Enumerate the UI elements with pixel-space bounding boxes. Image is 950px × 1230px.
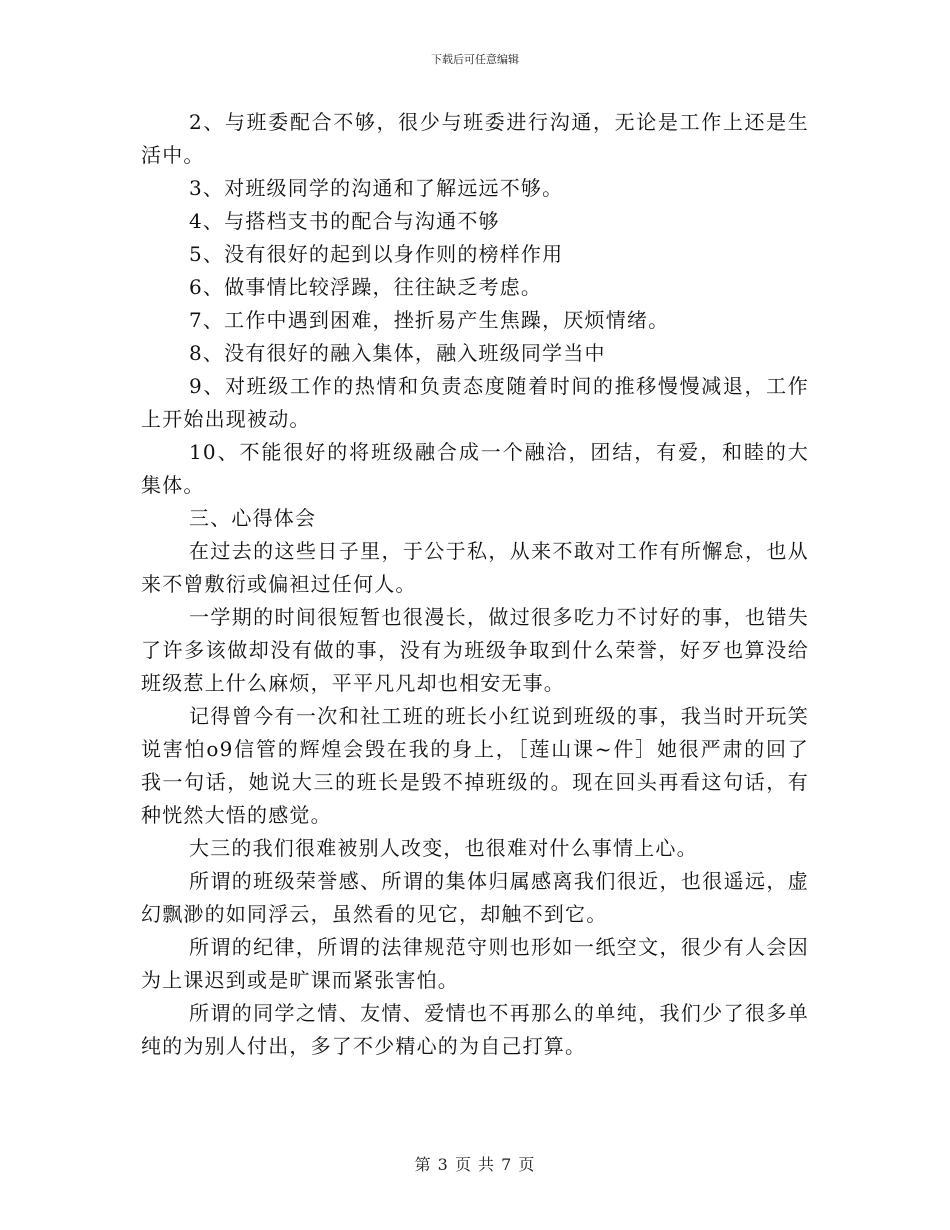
paragraph: 10、不能很好的将班级融合成一个融洽，团结，有爱，和睦的大集体。 [141,440,809,497]
paragraph: 6、做事情比较浮躁，往往缺乏考虑。 [189,275,543,299]
paragraph: 大三的我们很难被别人改变，也很难对什么事情上心。 [189,836,698,860]
paragraph: 记得曾今有一次和社工班的班长小红说到班级的事，我当时开玩笑说害怕o9信管的辉煌会毁在我的身上，［莲山课~件］她很严肃的回了我一句话，她说大三的班长是毁不掉班级的。现在回头再看这句话，有种恍然大悟的感觉。 [141,704,809,827]
paragraph: 7、工作中遇到困难，挫折易产生焦躁，厌烦情绪。 [189,308,670,332]
document-body [141,106,809,1063]
paragraph: 9、对班级工作的热情和负责态度随着时间的推移慢慢减退，工作上开始出现被动。 [141,374,809,431]
section-heading: 三、心得体会 [189,506,317,530]
paragraph: 2、与班委配合不够，很少与班委进行沟通，无论是工作上还是生活中。 [141,110,809,167]
paragraph: 一学期的时间很短暂也很漫长，做过很多吃力不讨好的事，也错失了许多该做却没有做的事，没有为班级争取到什么荣誉，好歹也算没给班级惹上什么麻烦，平平凡凡却也相安无事。 [141,605,809,695]
paragraph: 4、与搭档支书的配合与沟通不够 [189,209,500,233]
paragraph: 5、没有很好的起到以身作则的榜样作用 [189,242,564,266]
page-header: 下载后可任意编辑 [431,53,519,66]
page-number: 第 3 页 共 7 页 [414,1155,536,1174]
paragraph: 3、对班级同学的沟通和了解远远不够。 [189,176,564,200]
paragraph: 所谓的同学之情、友情、爱情也不再那么的单纯，我们少了很多单纯的为别人付出，多了不少精心的为自己打算。 [141,1001,809,1058]
paragraph: 所谓的班级荣誉感、所谓的集体归属感离我们很近，也很遥远，虚幻飘渺的如同浮云，虽然看的见它，却触不到它。 [141,869,809,926]
paragraph: 所谓的纪律，所谓的法律规范守则也形如一纸空文，很少有人会因为上课迟到或是旷课而紧张害怕。 [141,935,809,992]
paragraph: 在过去的这些日子里，于公于私，从来不敢对工作有所懈怠，也从来不曾敷衍或偏袒过任何人。 [141,539,809,596]
paragraph: 8、没有很好的融入集体，融入班级同学当中 [189,341,606,365]
